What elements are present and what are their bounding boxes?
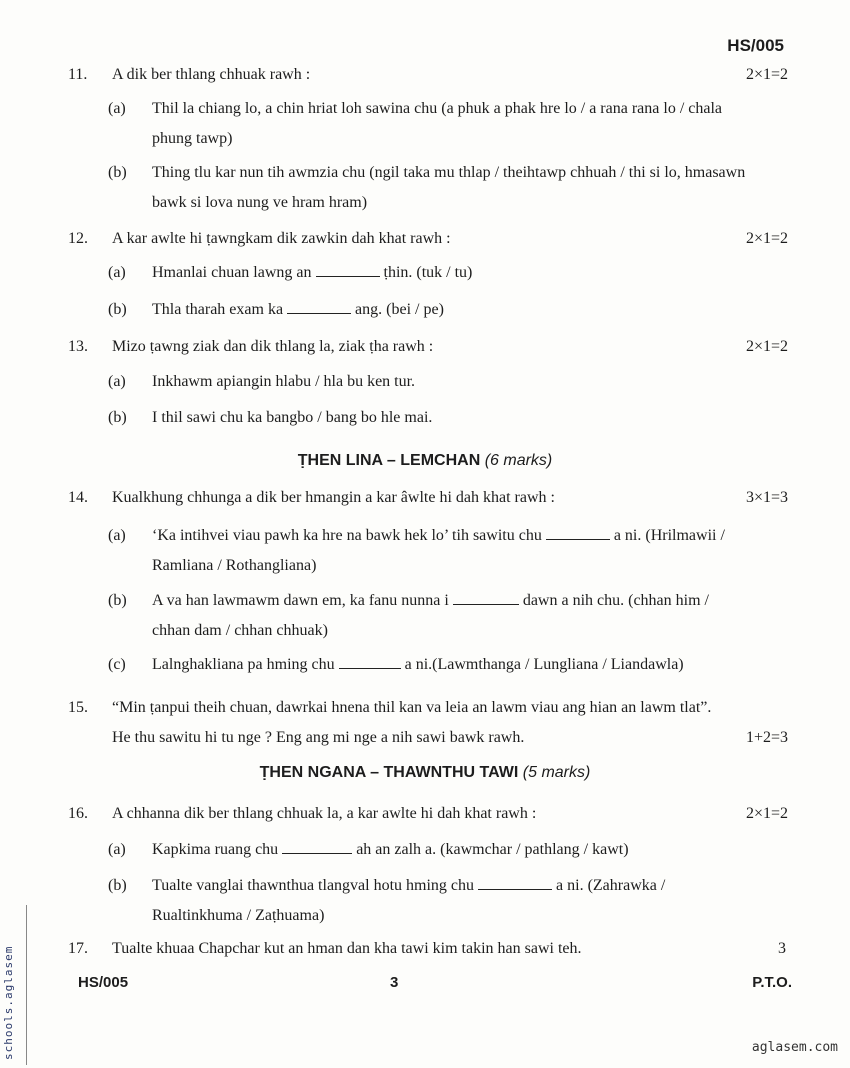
option-text-line2: chhan dam / chhan chhuak): [152, 622, 328, 639]
question-11: [68, 64, 788, 86]
option-text-line2: Rualtinkhuma / Zaṭhuama): [152, 907, 325, 924]
question-text: Tualte khuaa Chapchar kut an hman dan kha tawi kim takin han sawi teh.: [112, 940, 582, 957]
question-number: 15.: [68, 699, 88, 716]
section-title: ṬHEN NGANA – THAWNTHU TAWI: [259, 764, 519, 781]
footer-paper-code: HS/005: [78, 974, 129, 991]
question-13: [68, 336, 788, 358]
question-number: 11.: [68, 66, 88, 83]
answer-blank: [316, 262, 380, 277]
option-text-pre: ‘Ka intihvei viau pawh ka hre na bawk hek lo’ tih sawitu chu: [152, 527, 542, 544]
question-text: A dik ber thlang chhuak rawh :: [112, 66, 311, 83]
section-heading-5: [0, 764, 850, 782]
option-label: (c): [108, 656, 126, 673]
question-text: Kualkhung chhunga a dik ber hmangin a kar âwlte hi dah khat rawh :: [112, 489, 555, 506]
answer-blank: [453, 590, 519, 605]
option-text-post: a ni. (Zahrawka /: [556, 877, 666, 894]
question-number: 17.: [68, 940, 88, 957]
question-text: Mizo ṭawng ziak dan dik thlang la, ziak ṭha rawh :: [112, 338, 434, 355]
footer-page-number: 3: [390, 974, 399, 991]
option-text-post: dawn a nih chu. (chhan him /: [522, 592, 709, 609]
question-11-b: [108, 158, 788, 218]
question-16-a: [108, 835, 788, 865]
option-text-post: ang. (bei / pe): [355, 301, 444, 318]
question-14-b: [108, 586, 788, 646]
question-text-line1: “Min ṭanpui theih chuan, dawrkai hnena thil kan va leia an lawm viau ang hian an lawm tlat”.: [112, 699, 712, 716]
section-heading-4: [0, 452, 850, 470]
question-number: 12.: [68, 230, 88, 247]
question-marks: 2×1=2: [745, 338, 788, 355]
option-text-pre: Thla tharah exam ka: [152, 301, 284, 318]
option-text-pre: Hmanlai chuan lawng an: [152, 264, 312, 281]
option-label: (a): [108, 373, 126, 390]
question-marks: 2×1=2: [745, 66, 788, 83]
option-label: (b): [108, 592, 127, 609]
question-number: 16.: [68, 805, 88, 822]
question-12: [68, 228, 788, 250]
answer-blank: [478, 875, 552, 890]
option-text-pre: Lalnghakliana pa hming chu: [152, 656, 335, 673]
margin-line: [26, 905, 27, 1065]
question-14-a: [108, 521, 788, 581]
option-text-line1: Thing tlu kar nun tih awmzia chu (ngil taka mu thlap / theihtawp chhuah / thi si lo, hmasawn: [152, 164, 746, 181]
question-marks: 1+2=3: [745, 729, 788, 746]
question-marks: 3: [778, 940, 786, 957]
answer-blank: [287, 299, 351, 314]
question-11-a: [108, 94, 788, 154]
bottom-watermark: aglasem.com: [751, 1040, 838, 1055]
option-text-line2: phung tawp): [152, 130, 233, 147]
question-number: 14.: [68, 489, 88, 506]
answer-blank: [282, 839, 352, 854]
option-text-line2: Ramliana / Rothangliana): [152, 557, 317, 574]
question-number: 13.: [68, 338, 88, 355]
option-text-post: ṭhin. (tuk / tu): [383, 264, 473, 281]
option-text-pre: Kapkima ruang chu: [152, 841, 279, 858]
question-17: [68, 938, 788, 960]
question-14: [68, 487, 788, 509]
option-label: (a): [108, 264, 126, 281]
question-16-b: [108, 871, 788, 931]
answer-blank: [546, 525, 610, 540]
option-label: (a): [108, 841, 126, 858]
footer-pto: P.T.O.: [752, 974, 792, 991]
paper-code-header: HS/005: [727, 36, 784, 55]
question-text-line2: He thu sawitu hi tu nge ? Eng ang mi nge a nih sawi bawk rawh.: [112, 729, 525, 746]
question-13-b: [108, 403, 788, 433]
option-text-post: a ni.(Lawmthanga / Lungliana / Liandawla): [404, 656, 684, 673]
option-text-pre: Tualte vanglai thawnthua tlangval hotu hming chu: [152, 877, 475, 894]
question-text: A chhanna dik ber thlang chhuak la, a kar awlte hi dah khat rawh :: [112, 805, 537, 822]
answer-blank: [339, 654, 401, 669]
question-14-c: [108, 650, 788, 680]
question-marks: 2×1=2: [745, 805, 788, 822]
option-label: (b): [108, 164, 127, 181]
option-label: (b): [108, 877, 127, 894]
side-watermark: schools.aglasem: [2, 945, 15, 1060]
option-text: Inkhawm apiangin hlabu / hla bu ken tur.: [152, 373, 416, 390]
option-label: (b): [108, 409, 127, 426]
option-label: (a): [108, 527, 126, 544]
section-title: ṬHEN LINA – LEMCHAN: [297, 452, 481, 469]
option-text-pre: A va han lawmawm dawn em, ka fanu nunna i: [152, 592, 449, 609]
option-text-post: ah an zalh a. (kawmchar / pathlang / kawt): [356, 841, 629, 858]
question-15: [68, 693, 788, 753]
section-marks: (6 marks): [484, 452, 553, 469]
question-marks: 3×1=3: [745, 489, 788, 506]
option-label: (a): [108, 100, 126, 117]
question-text: A kar awlte hi ṭawngkam dik zawkin dah khat rawh :: [112, 230, 451, 247]
question-16: [68, 803, 788, 825]
option-text-line2: bawk si lova nung ve hram hram): [152, 194, 368, 211]
option-text: I thil sawi chu ka bangbo / bang bo hle mai.: [152, 409, 433, 426]
option-label: (b): [108, 301, 127, 318]
question-13-a: [108, 367, 788, 397]
section-marks: (5 marks): [522, 764, 591, 781]
option-text-line1: Thil la chiang lo, a chin hriat loh sawina chu (a phuk a phak hre lo / a rana rana lo / chala: [152, 100, 723, 117]
question-12-a: [108, 258, 788, 288]
question-marks: 2×1=2: [745, 230, 788, 247]
question-12-b: [108, 295, 788, 325]
option-text-post: a ni. (Hrilmawii /: [613, 527, 725, 544]
